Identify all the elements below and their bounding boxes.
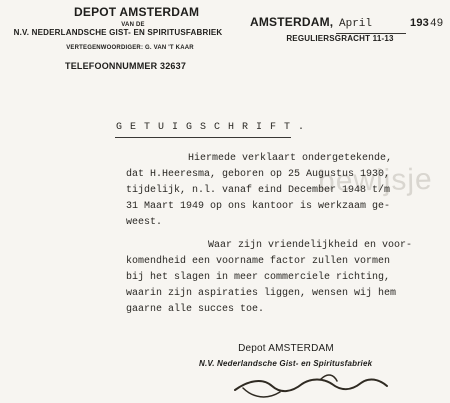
company-top: DEPOT AMSTERDAM (74, 5, 200, 19)
paragraph2-line3: bij het slagen in meer commerciele richting, (126, 272, 391, 283)
paragraph1-line5: weest. (126, 217, 163, 228)
address: REGULIERSGRACHT 11-13 (286, 34, 394, 43)
paragraph2-line4: waarin zijn aspiraties liggen, wensen wij hem (126, 288, 397, 299)
paragraph2-line2: komendheid een voorname factor zullen vormen (126, 256, 391, 267)
city: AMSTERDAM, (250, 15, 334, 29)
signature-line2: N.V. Nederlandsche Gist- en Spiritusfabriek (199, 359, 373, 368)
company-of: VAN DE (121, 22, 145, 28)
paragraph2-line1: Waar zijn vriendelijkheid en voor- (208, 240, 413, 251)
representative: VERTEGENWOORDIGER: G. VAN 'T KAAR (66, 45, 194, 51)
company-name: N.V. NEDERLANDSCHE GIST- EN SPIRITUSFABRIEK (13, 28, 223, 37)
paragraph1-line4: 31 Maart 1949 op ons kantoor is werkzaam ge- (126, 201, 391, 212)
paragraph1-line3: tijdelijk, n.l. vanaf eind December 1948 t/m (126, 185, 391, 196)
document-title: G E T U I G S C H R I F T . (116, 122, 306, 133)
paragraph2-line5: gaarne alle succes toe. (126, 304, 265, 315)
year-handwritten: 49 (430, 18, 444, 30)
date-prefix: April (339, 18, 373, 30)
signature-line1: Depot AMSTERDAM (238, 343, 334, 354)
phone-number: TELEFOONNUMMER 32637 (65, 61, 187, 71)
paragraph1-line1: Hiermede verklaart ondergetekende, (188, 153, 393, 164)
year-print: 193 (410, 17, 429, 29)
handwritten-signature (225, 364, 395, 403)
watermark: bewijsje (317, 163, 433, 198)
paragraph1-line2: dat H.Heeresma, geboren op 25 Augustus 1930, (126, 169, 391, 180)
title-underline (115, 137, 291, 138)
